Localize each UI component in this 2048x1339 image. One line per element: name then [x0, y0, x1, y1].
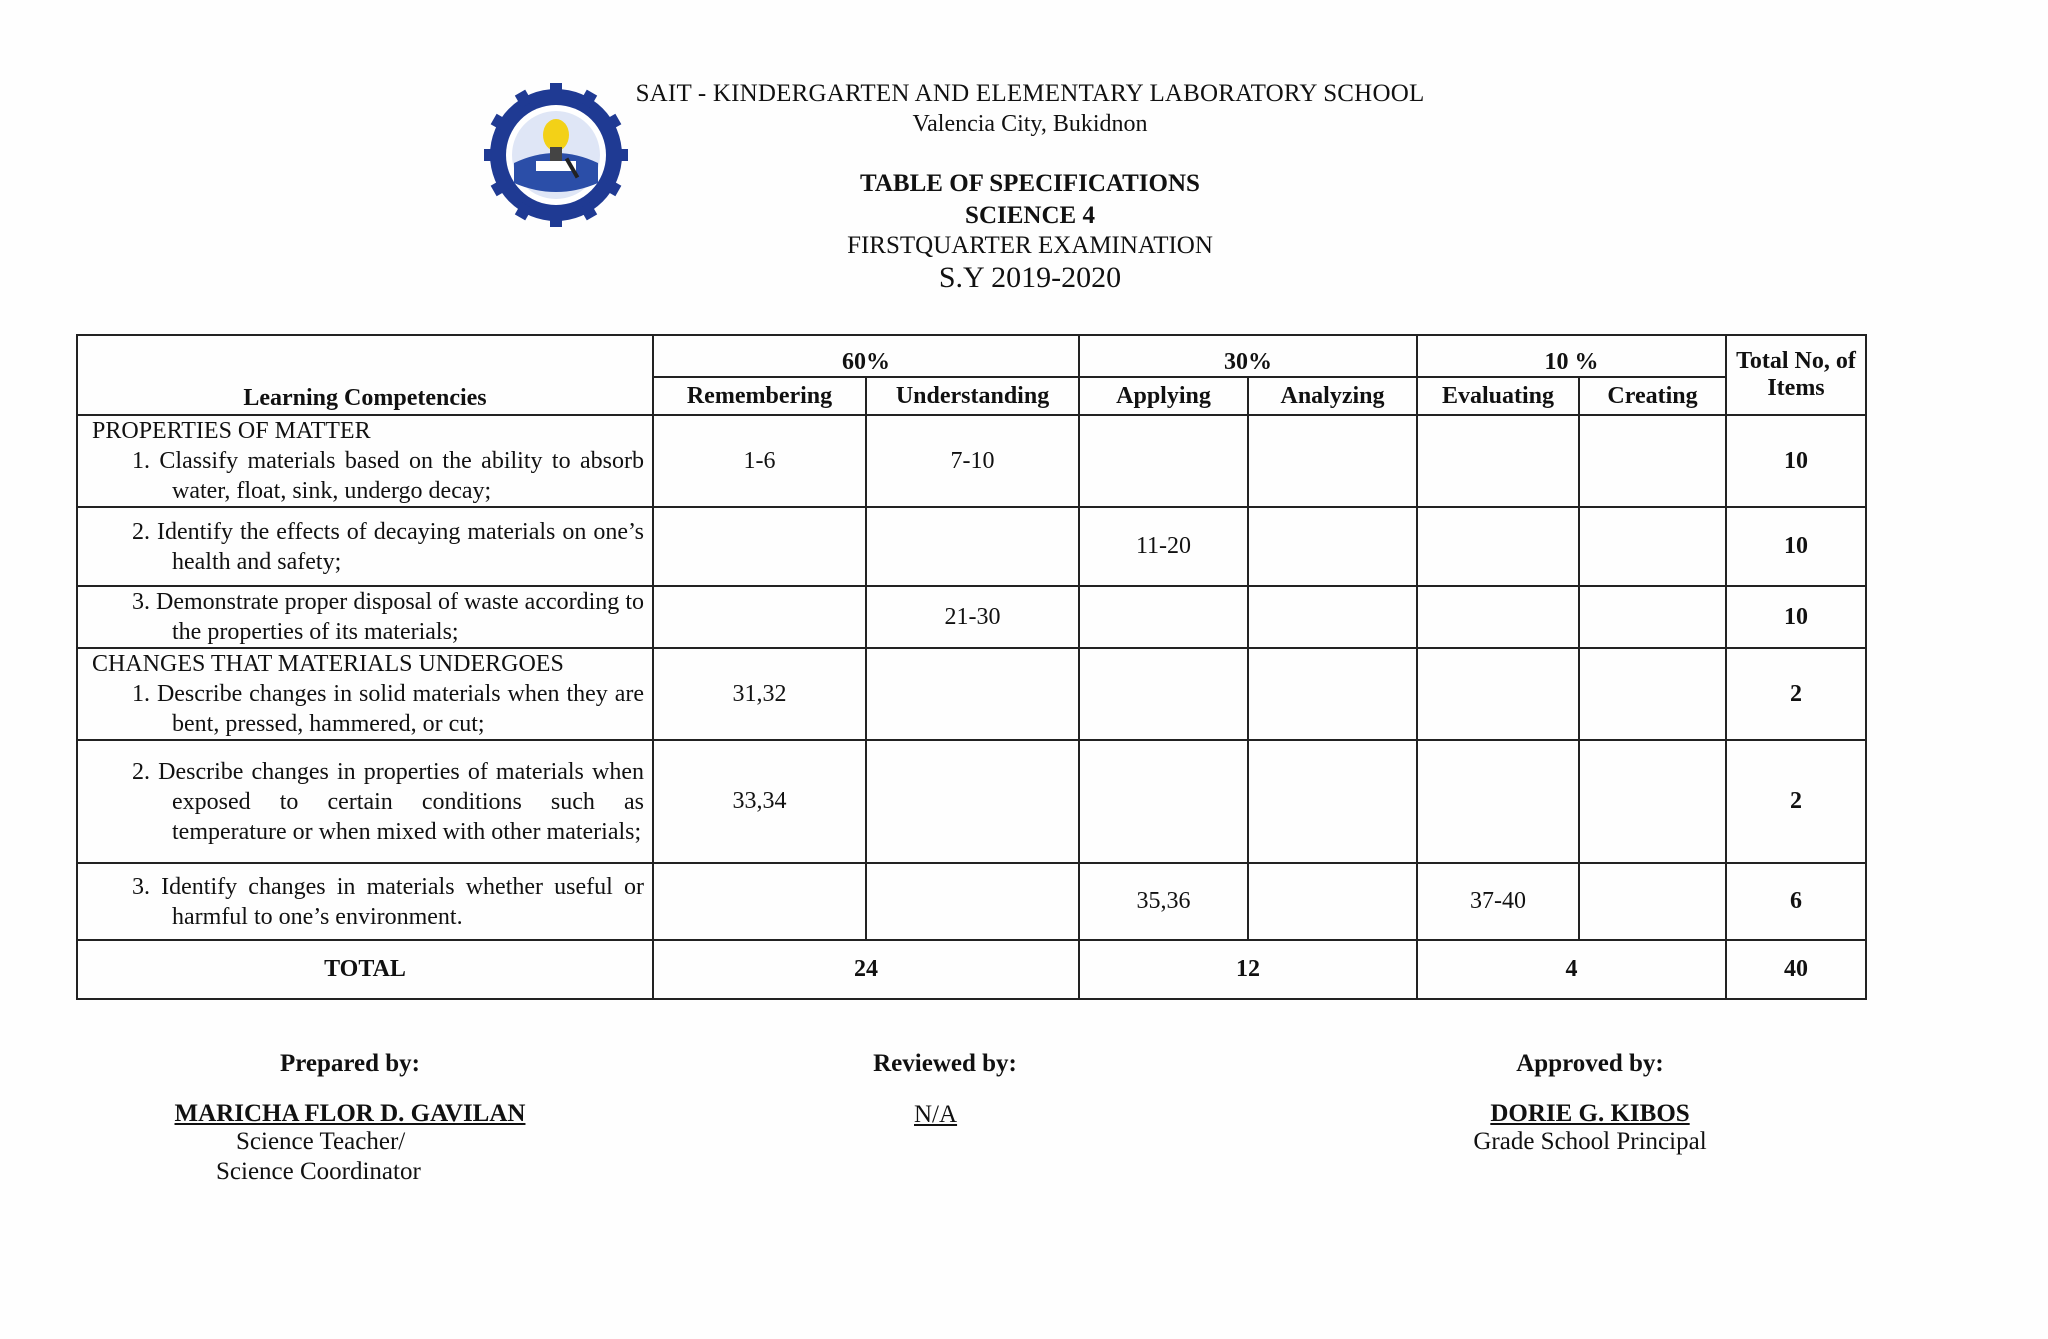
header-creating: Creating: [1579, 377, 1726, 415]
cell-total: 10: [1726, 507, 1866, 586]
competency-cell: [77, 863, 653, 940]
cell-total: 2: [1726, 648, 1866, 740]
table-row: [77, 586, 1866, 648]
approved-by-name: DORIE G. KIBOS: [1490, 1100, 1690, 1127]
competency-cell: [77, 586, 653, 648]
cell-evaluating: [1417, 415, 1579, 507]
competency-cell: [77, 415, 653, 507]
header-applying: Applying: [1079, 377, 1248, 415]
cell-total: 2: [1726, 740, 1866, 863]
cell-creating: [1579, 648, 1726, 740]
competency-cell: [77, 648, 653, 740]
cell-applying: [1079, 586, 1248, 648]
reviewed-by-label: Reviewed by:: [873, 1050, 1017, 1077]
cell-understanding: [866, 648, 1079, 740]
cell-understanding: [866, 863, 1079, 940]
competency-text: 1. Describe changes in solid materials when they are bent, pressed, hammered, or cut;: [132, 681, 644, 737]
header-understanding: Understanding: [866, 377, 1079, 415]
cell-applying: [1079, 740, 1248, 863]
cell-creating: [1579, 863, 1726, 940]
total-label: TOTAL: [77, 940, 653, 999]
cell-evaluating: [1417, 740, 1579, 863]
competency-cell: [77, 507, 653, 586]
cell-total: 10: [1726, 586, 1866, 648]
cell-total: 6: [1726, 863, 1866, 940]
cell-analyzing: [1248, 863, 1417, 940]
cell-creating: [1579, 415, 1726, 507]
document-title: TABLE OF SPECIFICATIONS: [860, 170, 1200, 197]
competency-text: 2. Identify the effects of decaying materials on one’s health and safety;: [132, 518, 644, 575]
cell-applying: [1079, 648, 1248, 740]
table-row: [77, 740, 1866, 863]
cell-remembering: 31,32: [653, 648, 866, 740]
competency-text: 2. Describe changes in properties of materials when exposed to certain conditions such as temperature or when mixed with other materials;: [132, 758, 644, 845]
subject-title: SCIENCE 4: [965, 202, 1095, 229]
exam-title: FIRSTQUARTER EXAMINATION: [847, 232, 1213, 259]
competency-text: 1. Classify materials based on the ability to absorb water, float, sink, undergo decay;: [132, 448, 644, 504]
cell-analyzing: [1248, 507, 1417, 586]
total-all-items: 40: [1726, 940, 1866, 999]
cell-remembering: [653, 586, 866, 648]
cell-understanding: 7-10: [866, 415, 1079, 507]
prepared-by-block: [150, 1050, 550, 1128]
school-name: SAIT - KINDERGARTEN AND ELEMENTARY LABORATORY SCHOOL: [635, 80, 1425, 107]
total-group-60: 24: [653, 940, 1079, 999]
cell-understanding: 21-30: [866, 586, 1079, 648]
header-total-items: Total No, of Items: [1726, 335, 1866, 415]
header-row-groups: [77, 335, 1866, 377]
cell-applying: [1079, 415, 1248, 507]
cell-remembering: 33,34: [653, 740, 866, 863]
cell-evaluating: [1417, 507, 1579, 586]
school-seal-logo: [484, 83, 628, 227]
table-row: [77, 863, 1866, 940]
school-year: S.Y 2019-2020: [938, 261, 1122, 294]
school-location: Valencia City, Bukidnon: [912, 111, 1148, 137]
cell-evaluating: [1417, 586, 1579, 648]
cell-remembering: [653, 863, 866, 940]
specifications-table: [76, 334, 1867, 1000]
cell-creating: [1579, 740, 1726, 863]
prepared-by-role-2: Science Coordinator: [216, 1158, 421, 1185]
prepared-by-name: MARICHA FLOR D. GAVILAN: [174, 1100, 526, 1127]
total-group-10: 4: [1417, 940, 1726, 999]
section-title: CHANGES THAT MATERIALS UNDERGOES: [92, 651, 564, 677]
header-learning-competencies: Learning Competencies: [77, 335, 653, 415]
approved-by-label: Approved by:: [1516, 1050, 1664, 1077]
cell-remembering: 1-6: [653, 415, 866, 507]
reviewed-by-block: [820, 1050, 1070, 1078]
cell-understanding: [866, 507, 1079, 586]
cell-applying: 35,36: [1079, 863, 1248, 940]
competency-text: 3. Demonstrate proper disposal of waste according to the properties of its materials;: [132, 589, 644, 645]
cell-evaluating: 37-40: [1417, 863, 1579, 940]
total-group-30: 12: [1079, 940, 1417, 999]
cell-total: 10: [1726, 415, 1866, 507]
prepared-by-label: Prepared by:: [279, 1050, 421, 1077]
table-row: [77, 648, 1866, 740]
cell-understanding: [866, 740, 1079, 863]
section-title: PROPERTIES OF MATTER: [92, 418, 371, 444]
table-row: [77, 507, 1866, 586]
competency-text: 3. Identify changes in materials whether useful or harmful to one’s environment.: [132, 873, 644, 930]
cell-applying: 11-20: [1079, 507, 1248, 586]
header-evaluating: Evaluating: [1417, 377, 1579, 415]
table-row: [77, 415, 1866, 507]
cell-evaluating: [1417, 648, 1579, 740]
header-remembering: Remembering: [653, 377, 866, 415]
total-row: [77, 940, 1866, 999]
header-group-60: 60%: [653, 335, 1079, 377]
cell-creating: [1579, 507, 1726, 586]
cell-analyzing: [1248, 648, 1417, 740]
competency-cell: [77, 740, 653, 863]
cell-creating: [1579, 586, 1726, 648]
header-group-30: 30%: [1079, 335, 1417, 377]
header-group-10: 10 %: [1417, 335, 1726, 377]
cell-analyzing: [1248, 740, 1417, 863]
approved-by-block: [1420, 1050, 1760, 1156]
cell-analyzing: [1248, 586, 1417, 648]
prepared-by-role-1: Science Teacher/: [236, 1128, 406, 1155]
header-analyzing: Analyzing: [1248, 377, 1417, 415]
cell-analyzing: [1248, 415, 1417, 507]
cell-remembering: [653, 507, 866, 586]
reviewed-by-name: N/A: [914, 1101, 958, 1128]
approved-by-role: Grade School Principal: [1473, 1128, 1707, 1155]
